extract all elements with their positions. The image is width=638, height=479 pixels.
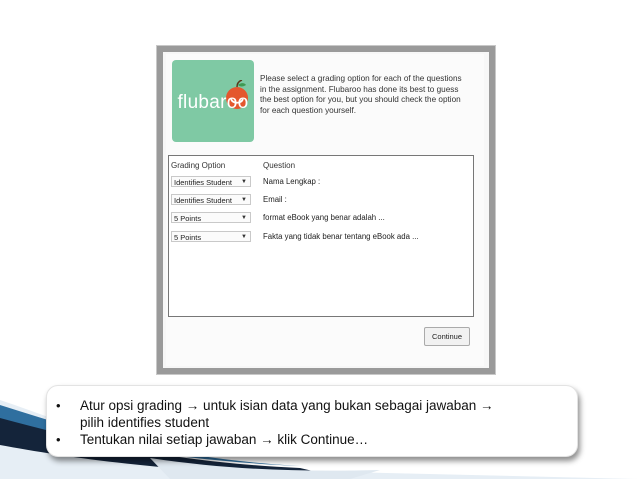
grading-option-header: Grading Option (171, 161, 226, 170)
intro-line: Please select a grading option for each of the questions (260, 74, 462, 83)
select-value: Identifies Student (174, 178, 232, 187)
caption-bullet-1-cont: pilih identifies student (80, 415, 210, 430)
intro-line: in the assignment. Flubaroo has done its best to guess (260, 84, 459, 94)
grading-option-select[interactable] (171, 231, 251, 242)
grading-option-select[interactable] (171, 212, 251, 223)
dropdown-arrow-icon: ▼ (241, 215, 247, 221)
bullet-icon: • (56, 432, 61, 447)
question-label: Fakta yang tidak benar tentang eBook ada ... (263, 232, 419, 241)
question-label: Nama Lengkap : (263, 177, 321, 186)
logo-text: flubaroo (177, 92, 249, 113)
bullet-icon: • (56, 398, 61, 413)
continue-button[interactable]: Continue (424, 327, 470, 346)
caption-bullet-1: Atur opsi grading → untuk isian data yang bukan sebagai jawaban → (80, 398, 494, 413)
dropdown-arrow-icon: ▼ (241, 197, 247, 203)
select-value: 5 Points (174, 214, 202, 223)
grading-option-select[interactable] (171, 176, 251, 187)
select-value: 5 Points (174, 233, 202, 242)
intro-line: the best option for you, but you should check the option (260, 95, 461, 104)
intro-text (260, 74, 482, 116)
select-value: Identifies Student (174, 196, 232, 205)
question-header: Question (263, 161, 296, 170)
caption-bullet-2: Tentukan nilai setiap jawaban → klik Continue… (80, 432, 369, 447)
question-label: Email : (263, 195, 287, 204)
dropdown-arrow-icon: ▼ (241, 179, 247, 185)
question-label: format eBook yang benar adalah ... (263, 213, 385, 222)
dropdown-arrow-icon: ▼ (241, 234, 247, 240)
intro-line: for each question yourself. (260, 105, 357, 115)
grading-option-select[interactable] (171, 194, 251, 205)
